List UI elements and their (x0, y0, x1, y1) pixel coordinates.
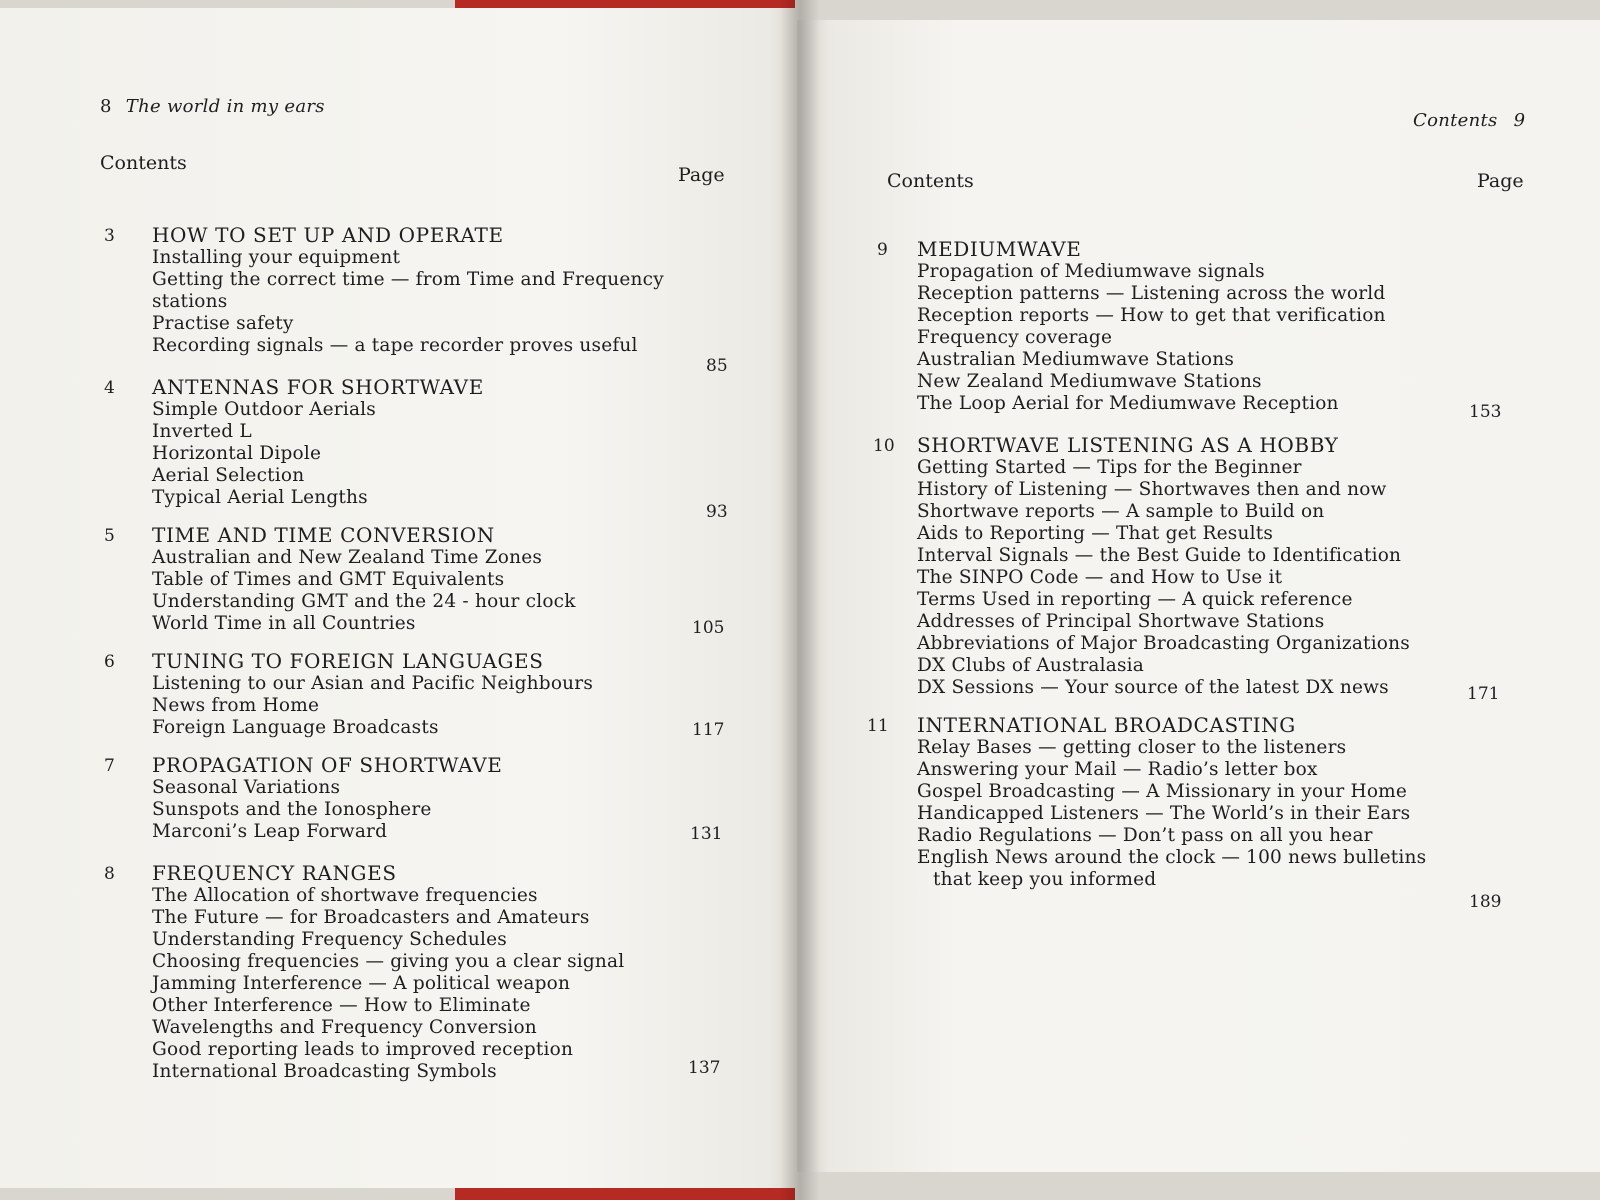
toc-chapter-3 (104, 223, 728, 376)
left-page (0, 8, 800, 1188)
toc-entry: Seasonal Variations (152, 777, 341, 798)
toc-entry: Marconi’s Leap Forward (152, 821, 388, 842)
toc-chapter-9 (873, 237, 1533, 422)
toc-entry: Frequency coverage (917, 327, 1113, 348)
chapter-page-number: 117 (692, 720, 725, 740)
chapter-number: 11 (867, 716, 889, 736)
chapter-title: FREQUENCY RANGES (152, 861, 397, 885)
toc-entry: Aerial Selection (152, 465, 305, 486)
left-page-number: 8 (100, 96, 112, 117)
toc-entry: Table of Times and GMT Equivalents (152, 569, 505, 590)
toc-entry: stations (152, 291, 228, 312)
toc-entry: International Broadcasting Symbols (152, 1061, 497, 1082)
toc-chapter-4 (104, 375, 728, 522)
chapter-title: TUNING TO FOREIGN LANGUAGES (152, 649, 544, 673)
right-running-head (1413, 110, 1525, 131)
toc-entry: Addresses of Principal Shortwave Stations (917, 611, 1325, 632)
toc-entry: Aids to Reporting — That get Results (917, 523, 1274, 544)
toc-entry: DX Clubs of Australasia (917, 655, 1145, 676)
right-toc (867, 237, 1533, 912)
chapter-number: 4 (104, 378, 115, 398)
left-running-head (100, 96, 325, 117)
toc-entry: Sunspots and the Ionosphere (152, 799, 432, 820)
toc-entry: DX Sessions — Your source of the latest DX news (917, 677, 1389, 698)
book-title: The world in my ears (125, 96, 325, 117)
toc-entry: Good reporting leads to improved reception (152, 1039, 574, 1060)
toc-entry: Horizontal Dipole (152, 443, 322, 464)
chapter-page-number: 137 (688, 1058, 721, 1078)
toc-entry: Wavelengths and Frequency Conversion (152, 1017, 537, 1038)
chapter-title: ANTENNAS FOR SHORTWAVE (152, 375, 484, 399)
toc-entry: English News around the clock — 100 news bulletins (917, 847, 1427, 868)
toc-entry: Answering your Mail — Radio’s letter box (917, 759, 1318, 780)
right-page-number: 9 (1513, 110, 1526, 131)
chapter-number: 7 (104, 756, 115, 776)
chapter-title: SHORTWAVE LISTENING AS A HOBBY (917, 433, 1339, 457)
toc-entry: Understanding GMT and the 24 - hour clock (152, 591, 576, 612)
right-contents-label: Contents (887, 170, 974, 192)
toc-entry: Gospel Broadcasting — A Missionary in your Home (917, 781, 1408, 802)
chapter-number: 10 (873, 436, 895, 456)
toc-entry: Abbreviations of Major Broadcasting Organizations (917, 633, 1410, 654)
toc-entry: Getting Started — Tips for the Beginner (917, 457, 1302, 478)
left-toc (104, 223, 728, 1098)
chapter-page-number: 131 (690, 824, 723, 844)
toc-entry: Foreign Language Broadcasts (152, 717, 439, 738)
toc-entry: Reception patterns — Listening across the world (917, 283, 1386, 304)
toc-entry: Other Interference — How to Eliminate (152, 995, 531, 1016)
toc-entry: The Allocation of shortwave frequencies (152, 885, 538, 906)
chapter-page-number: 93 (706, 502, 728, 522)
toc-entry: Installing your equipment (152, 247, 401, 268)
toc-entry: Getting the correct time — from Time and Frequency (152, 269, 664, 290)
toc-entry: Interval Signals — the Best Guide to Identification (917, 545, 1402, 566)
toc-entry: Inverted L (152, 421, 252, 442)
toc-entry: New Zealand Mediumwave Stations (917, 371, 1262, 392)
toc-entry: Radio Regulations — Don’t pass on all you hear (917, 825, 1373, 846)
running-head-title: Contents (1413, 110, 1498, 131)
chapter-title: TIME AND TIME CONVERSION (152, 523, 495, 547)
toc-entry: Relay Bases — getting closer to the listeners (917, 737, 1347, 758)
chapter-page-number: 189 (1469, 892, 1502, 912)
toc-entry: Propagation of Mediumwave signals (917, 261, 1265, 282)
chapter-title: HOW TO SET UP AND OPERATE (152, 223, 504, 247)
toc-entry: that keep you informed (933, 869, 1157, 890)
chapter-page-number: 171 (1467, 684, 1500, 704)
toc-entry: The Loop Aerial for Mediumwave Reception (917, 393, 1339, 414)
toc-entry: The Future — for Broadcasters and Amateurs (152, 907, 590, 928)
chapter-number: 3 (104, 226, 115, 246)
chapter-number: 8 (104, 864, 115, 884)
toc-chapter-5 (104, 524, 724, 638)
toc-entry: Choosing frequencies — giving you a clear signal (152, 951, 625, 972)
toc-entry: Listening to our Asian and Pacific Neighbours (152, 673, 594, 694)
toc-entry: Simple Outdoor Aerials (152, 399, 376, 420)
toc-chapter-6 (104, 650, 724, 742)
chapter-title: MEDIUMWAVE (917, 237, 1082, 261)
chapter-title: INTERNATIONAL BROADCASTING (917, 713, 1296, 737)
right-page-column-label: Page (1477, 170, 1524, 192)
left-contents-label: Contents (100, 152, 187, 174)
toc-entry: Australian Mediumwave Stations (917, 349, 1235, 370)
toc-entry: Recording signals — a tape recorder proves useful (152, 335, 638, 356)
toc-entry: History of Listening — Shortwaves then and now (917, 479, 1387, 500)
toc-entry: News from Home (152, 695, 320, 716)
toc-chapter-10 (873, 434, 1533, 702)
toc-chapter-8 (104, 862, 724, 1086)
toc-chapter-11 (867, 713, 1533, 912)
toc-entry: Handicapped Listeners — The World’s in their Ears (917, 803, 1411, 824)
toc-entry: Understanding Frequency Schedules (152, 929, 507, 950)
toc-entry: Shortwave reports — A sample to Build on (917, 501, 1325, 522)
chapter-number: 9 (877, 240, 888, 260)
right-page (797, 20, 1600, 1172)
toc-entry: Practise safety (152, 313, 294, 334)
chapter-number: 6 (104, 652, 115, 672)
chapter-page-number: 85 (706, 356, 728, 376)
toc-chapter-7 (104, 754, 724, 846)
chapter-title: PROPAGATION OF SHORTWAVE (152, 753, 503, 777)
chapter-page-number: 105 (692, 618, 725, 638)
toc-entry: Jamming Interference — A political weapon (152, 973, 571, 994)
toc-entry: The SINPO Code — and How to Use it (917, 567, 1283, 588)
chapter-page-number: 153 (1469, 402, 1502, 422)
toc-entry: Australian and New Zealand Time Zones (152, 547, 543, 568)
toc-entry: Terms Used in reporting — A quick reference (917, 589, 1353, 610)
left-page-column-label: Page (678, 164, 725, 186)
toc-entry: Typical Aerial Lengths (152, 487, 368, 508)
toc-entry: Reception reports — How to get that verification (917, 305, 1386, 326)
chapter-number: 5 (104, 526, 115, 546)
toc-entry: World Time in all Countries (152, 613, 416, 634)
